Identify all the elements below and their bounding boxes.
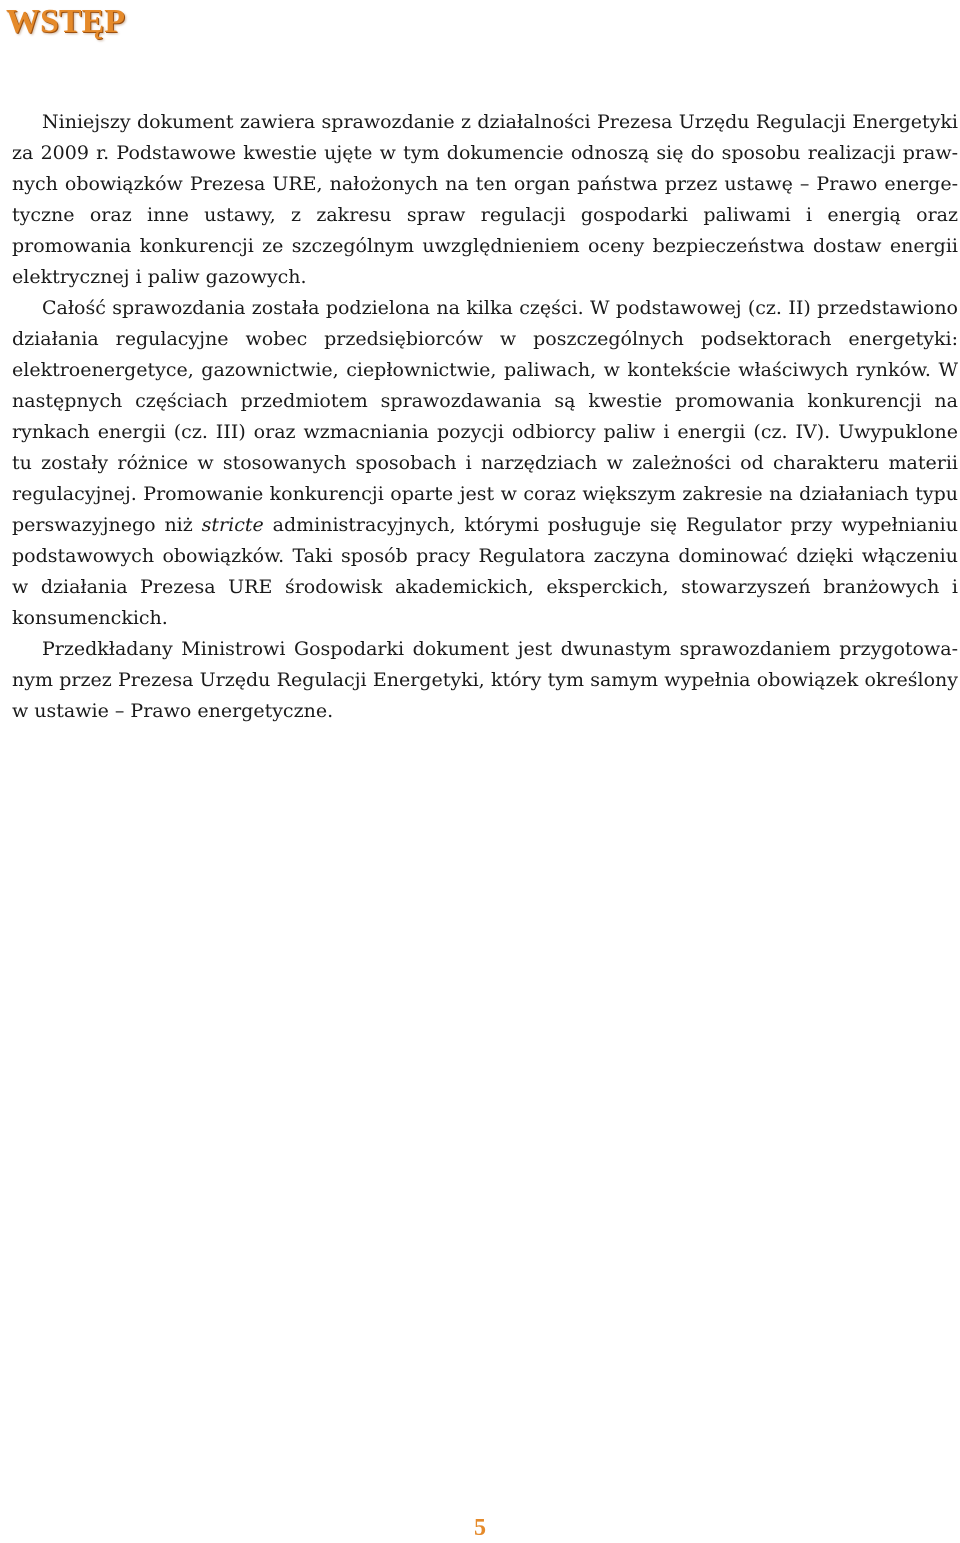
paragraph-structure-text-after: administracyjnych, którymi posługuje się Regulator przy wypełnianiu podstawowych obowiązków. Taki sposób pracy Regulatora zaczyna dominować dzięki włączeniu w działania Prezesa URE środowisk akademickich, eksperckich, stowarzyszeń branżowych i konsumenckich.: [12, 514, 958, 629]
section-heading: WSTĘP: [6, 3, 126, 40]
paragraph-closing: Przedkładany Ministrowi Gospodarki dokument jest dwunastym sprawozdaniem przygotowanym przez Prezesa Urzędu Regulacji Energetyki, który tym samym wypełnia obowiązek określony w ustawie – Prawo energetyczne.: [12, 638, 958, 722]
document-body: [12, 107, 958, 727]
page-number: 5: [474, 1515, 486, 1541]
italic-term: stricte: [201, 514, 264, 536]
paragraph-intro: Niniejszy dokument zawiera sprawozdanie z działalności Prezesa Urzędu Regulacji Energetyki za 2009 r. Podstawowe kwestie ujęte w tym dokumencie odnoszą się do sposobu realizacji prawnych obowiązków Prezesa URE, nałożonych na ten organ państwa przez ustawę – Prawo energetyczne oraz inne ustawy, z zakresu spraw regulacji gospodarki paliwami i energią oraz promowania konkurencji ze szczególnym uwzględnieniem oceny bezpieczeństwa dostaw energii elektrycznej i paliw gazowych.: [12, 111, 958, 288]
paragraph-structure-text-before: Całość sprawozdania została podzielona na kilka części. W podstawowej (cz. II) przedstawiono działania regulacyjne wobec przedsiębiorców w poszczególnych podsektorach energetyki: elektroenergetyce, gazownictwie, ciepłownictwie, paliwach, w kontekście właściwych rynków. W następnych częściach przedmiotem sprawozdawania są kwestie promowania konkurencji na rynkach energii (cz. III) oraz wzmacniania pozycji odbiorcy paliw i energii (cz. IV). Uwypuklone tu zostały różnice w stosowanych sposobach i narzędziach w zależności od charakteru materii regulacyjnej. Promowanie konkurencji oparte jest w coraz większym zakresie na działaniach typu perswazyjnego niż: [12, 297, 958, 536]
paragraph-structure: [12, 293, 958, 634]
